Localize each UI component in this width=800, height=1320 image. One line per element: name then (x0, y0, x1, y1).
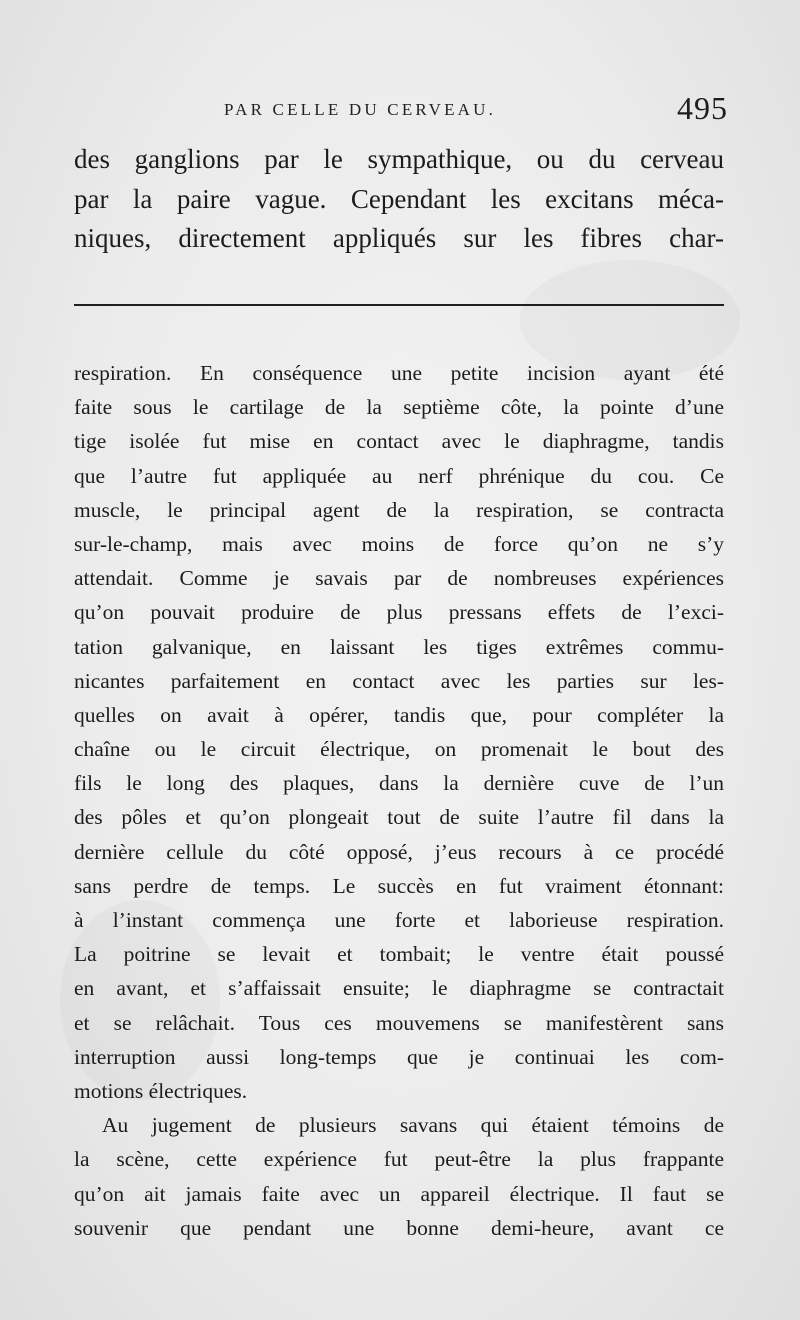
note-line: tige isolée fut mise en contact avec le diaphragme, tandis (74, 429, 724, 454)
note-line: sans perdre de temps. Le succès en fut vraiment étonnant: (74, 873, 724, 898)
note-line: en avant, et s’affaissait ensuite; le diaphragme se contractait (74, 976, 724, 1001)
note-line: qu’on ait jamais faite avec un appareil électrique. Il faut se (74, 1181, 724, 1206)
note-line: quelles on avait à opérer, tandis que, pour compléter la (74, 702, 724, 727)
note-line: chaîne ou le circuit électrique, on promenait le bout des (74, 737, 724, 762)
note-line: tation galvanique, en laissant les tiges extrêmes commu- (74, 634, 724, 659)
note-line: que l’autre fut appliquée au nerf phrénique du cou. Ce (74, 463, 724, 488)
note-line: et se relâchait. Tous ces mouvemens se manifestèrent sans (74, 1010, 724, 1035)
text-line: niques, directement appliqués sur les fibres char- (74, 223, 724, 253)
note-line: La poitrine se levait et tombait; le ventre était poussé (74, 942, 724, 967)
text-line: des ganglions par le sympathique, ou du cerveau (74, 144, 724, 174)
note-line: motions électriques. (74, 1078, 248, 1103)
text-line: par la paire vague. Cependant les excitans méca- (74, 183, 724, 214)
note-line: qu’on pouvait produire de plus pressans effets de l’exci- (74, 600, 724, 625)
note-line: respiration. En conséquence une petite incision ayant été (74, 361, 724, 385)
page-header (74, 90, 728, 136)
note-line: fils le long des plaques, dans la dernière cuve de l’un (74, 771, 724, 796)
note-line: attendait. Comme je savais par de nombreuses expériences (74, 566, 724, 591)
note-line: sur-le-champ, mais avec moins de force qu’on ne s’y (74, 531, 724, 556)
note-line: faite sous le cartilage de la septième côte, la pointe d’une (74, 395, 724, 420)
note-line: Au jugement de plusieurs savans qui étaient témoins de (102, 1113, 724, 1138)
running-head: PAR CELLE DU CERVEAU. (224, 100, 497, 119)
main-text (74, 140, 724, 259)
note-line: nicantes parfaitement en contact avec les parties sur les- (74, 668, 724, 693)
note-line: souvenir que pendant une bonne demi-heure, avant ce (74, 1215, 724, 1240)
note-line: à l’instant commença une forte et laborieuse respiration. (74, 908, 724, 932)
note-line: muscle, le principal agent de la respiration, se contracta (74, 497, 724, 522)
footnote-rule (74, 304, 724, 306)
note-line: interruption aussi long-temps que je continuai les com- (74, 1044, 724, 1069)
note-line: dernière cellule du côté opposé, j’eus recours à ce procédé (74, 839, 724, 864)
note-line: la scène, cette expérience fut peut-être la plus frappante (74, 1147, 724, 1172)
footnote-text (74, 356, 724, 1245)
note-line: des pôles et qu’on plongeait tout de suite l’autre fil dans la (74, 805, 724, 830)
page-number: 495 (677, 90, 728, 126)
